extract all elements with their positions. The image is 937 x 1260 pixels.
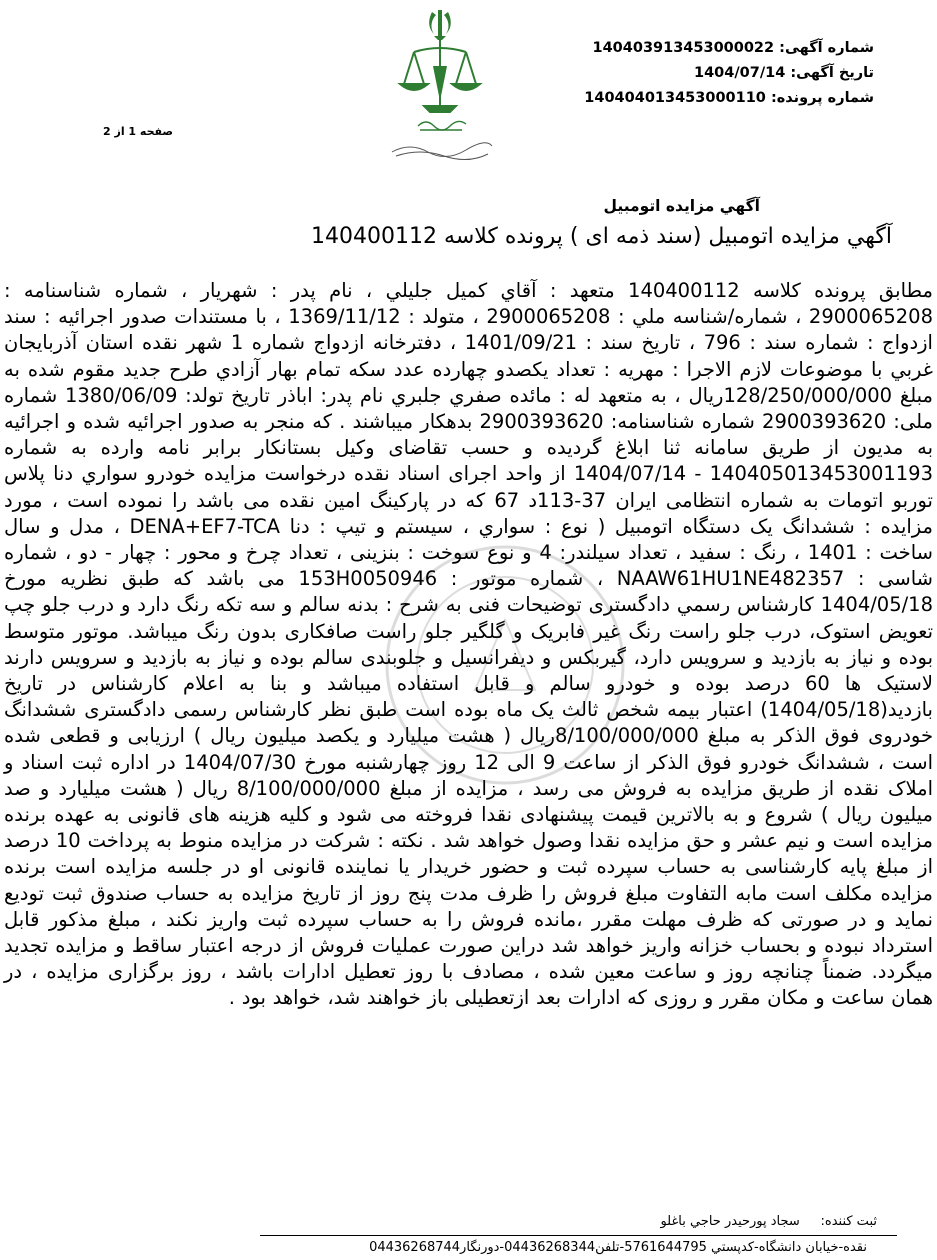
- registrar-label: ثبت كننده:: [820, 1214, 877, 1229]
- case-number-label: شماره پرونده:: [770, 90, 874, 106]
- case-number-row: [584, 86, 874, 111]
- judiciary-emblem-icon: [370, 6, 510, 166]
- page-number: صفحه 1 از 2: [103, 125, 174, 138]
- header-info: [584, 36, 874, 111]
- footer-divider: [260, 1235, 897, 1236]
- document-title: آگهي مزايده اتومبيل: [603, 197, 760, 215]
- ad-number-label: شماره آگهی:: [779, 40, 874, 56]
- registrar-name: سجاد پورحيدر حاجي باغلو: [660, 1214, 800, 1229]
- document-subtitle: آگهي مزايده اتومبيل (سند ذمه ای ) پرونده کلاسه 140400112: [311, 224, 892, 249]
- ad-number-row: [584, 36, 874, 61]
- ad-date-row: [584, 61, 874, 86]
- footer-address: نقده-خيابان دانشگاه-كدپستي 5761644795-تلفن04436268344-دورنگار04436268744: [369, 1240, 867, 1255]
- footer-registrar: [660, 1214, 877, 1229]
- ad-date-label: تاریخ آگهی:: [790, 65, 874, 81]
- case-number-value: 140404013453000110: [584, 90, 766, 106]
- ad-number-value: 140403913453000022: [592, 40, 775, 56]
- notice-body: مطابق پرونده كلاسه 140400112 متعهد : آقاي كميل جليلي ، نام پدر : شهريار ، شماره شناسنامه : 2900065208 ، شماره/شناسه ملي : 2900065208 ، متولد : 1369/11/12 ، با مستندات صدور اجرائيه : سند ازدواج : شماره سند : 796 ، تاريخ سند : 1401/09/21 ، دفترخانه ازدواج شماره 1 شهر نقده استان آذربايجان غربي با موضوعات لازم الاجرا : مهريه : تعداد يكصدو چهارده عدد سكه تمام بهار آزادي طرح جديد مقوم شده به مبلغ 128/250/000/000ريال ، به متعهد له : مائده صفري جلبري نام پدر: اباذر تاريخ تولد: 1380/06/09 شماره ملی: 2900393620 شماره شناسنامه: 2900393620 بدهكار ميباشند . كه منجر به صدور اجرائيه شده و اجرائيه به مديون از طريق سامانه ثنا ابلاغ گرديده و حسب تقاضای وكيل بستانكار برابر نامه وارده به شماره 140405013453001193 - 1404/07/14 از واحد اجرای اسناد نقده درخواست مزايده خودرو سواري دنا پلاس توربو اتومات به شماره انتظامی ايران 37-113د 67 كه در پاركينگ امين نقده می باشد را نموده است ، مورد مزايده : ششدانگ يک دستگاه اتومبيل ( نوع : سواري ، سيستم و تيپ : دنا DENA+EF7-TCA ، مدل و سال ساخت : 1401 ، رنگ : سفيد ، تعداد سيلندر: 4 و نوع سوخت : بنزينی ، تعداد چرخ و محور : چهار - دو ، شماره شاسی : NAAW61HU1NE482357 ، شماره موتور : 153H0050946 می باشد كه طبق نظريه مورخ 1404/05/18 كارشناس رسمي دادگستری توضيحات فنی به شرح : بدنه سالم و سه تكه رنگ دارد و درب جلو چپ تعويض استوک، درب جلو راست رنگ غير فابريک و گلگير جلو راست صافكاری بدون رنگ ميباشد. موتور متوسط بوده و نياز به بازديد و سرويس دارد، گيربكس و ديفرانسيل و جلوبندی سالم بوده و نياز به بازديد و سرويس دارند لاستيک ها 60 درصد بوده و خودرو سالم و قابل استفاده ميباشد و بنا به اعلام كارشناس در تاريخ بازديد(1404/05/18) اعتبار بيمه شخص ثالث يک ماه بوده است طبق نظر كارشناس رسمی دادگستری ششدانگ خودروی فوق الذكر به مبلغ 8/100/000/000ريال ( هشت ميليارد و يكصد ميليون ريال ) ارزيابی و قطعی شده است ، ششدانگ خودرو فوق الذكر از ساعت 9 الی 12 روز چهارشنبه مورخ 1404/07/30 در اداره ثبت اسناد و املاک نقده از طريق مزايده به فروش می رسد ، مزايده از مبلغ 8/100/000/000 ريال ( هشت ميليارد و صد ميليون ريال ) شروع و به بالاترين قيمت پيشنهادی نقدا فروخته می شود و كليه هزينه های قانونی به عهده برنده مزايده است و نيم عشر و حق مزايده نقدا وصول خواهد شد . نكته : شركت در مزايده منوط به پرداخت 10 درصد از مبلغ پايه كارشناسی به حساب سپرده ثبت و حضور خريدار يا نماينده قانونی او در جلسه مزايده است برنده مزايده مكلف است مابه التفاوت مبلغ فروش را ظرف مدت پنج روز از تاريخ مزايده به حساب صندوق ثبت توديع نمايد و در صورتی كه ظرف مهلت مقرر ،مانده فروش را به حساب سپرده ثبت واريز نكند ، مبلغ مذكور قابل استرداد نبوده و بحساب خزانه واريز خواهد شد دراين صورت عمليات فروش از درجه اعتبار ساقط و مزايده تجديد ميگردد. ضمناً چنانچه روز و ساعت معين شده ، مصادف با روز تعطيل ادارات باشد ، روز برگزاری مزايده ، در همان ساعت و مكان مقرر و روزی كه ادارات بعد ازتعطيلی باز خواهند شد، خواهد بود .: [4, 279, 934, 1010]
- ad-date-value: 1404/07/14: [694, 65, 786, 81]
